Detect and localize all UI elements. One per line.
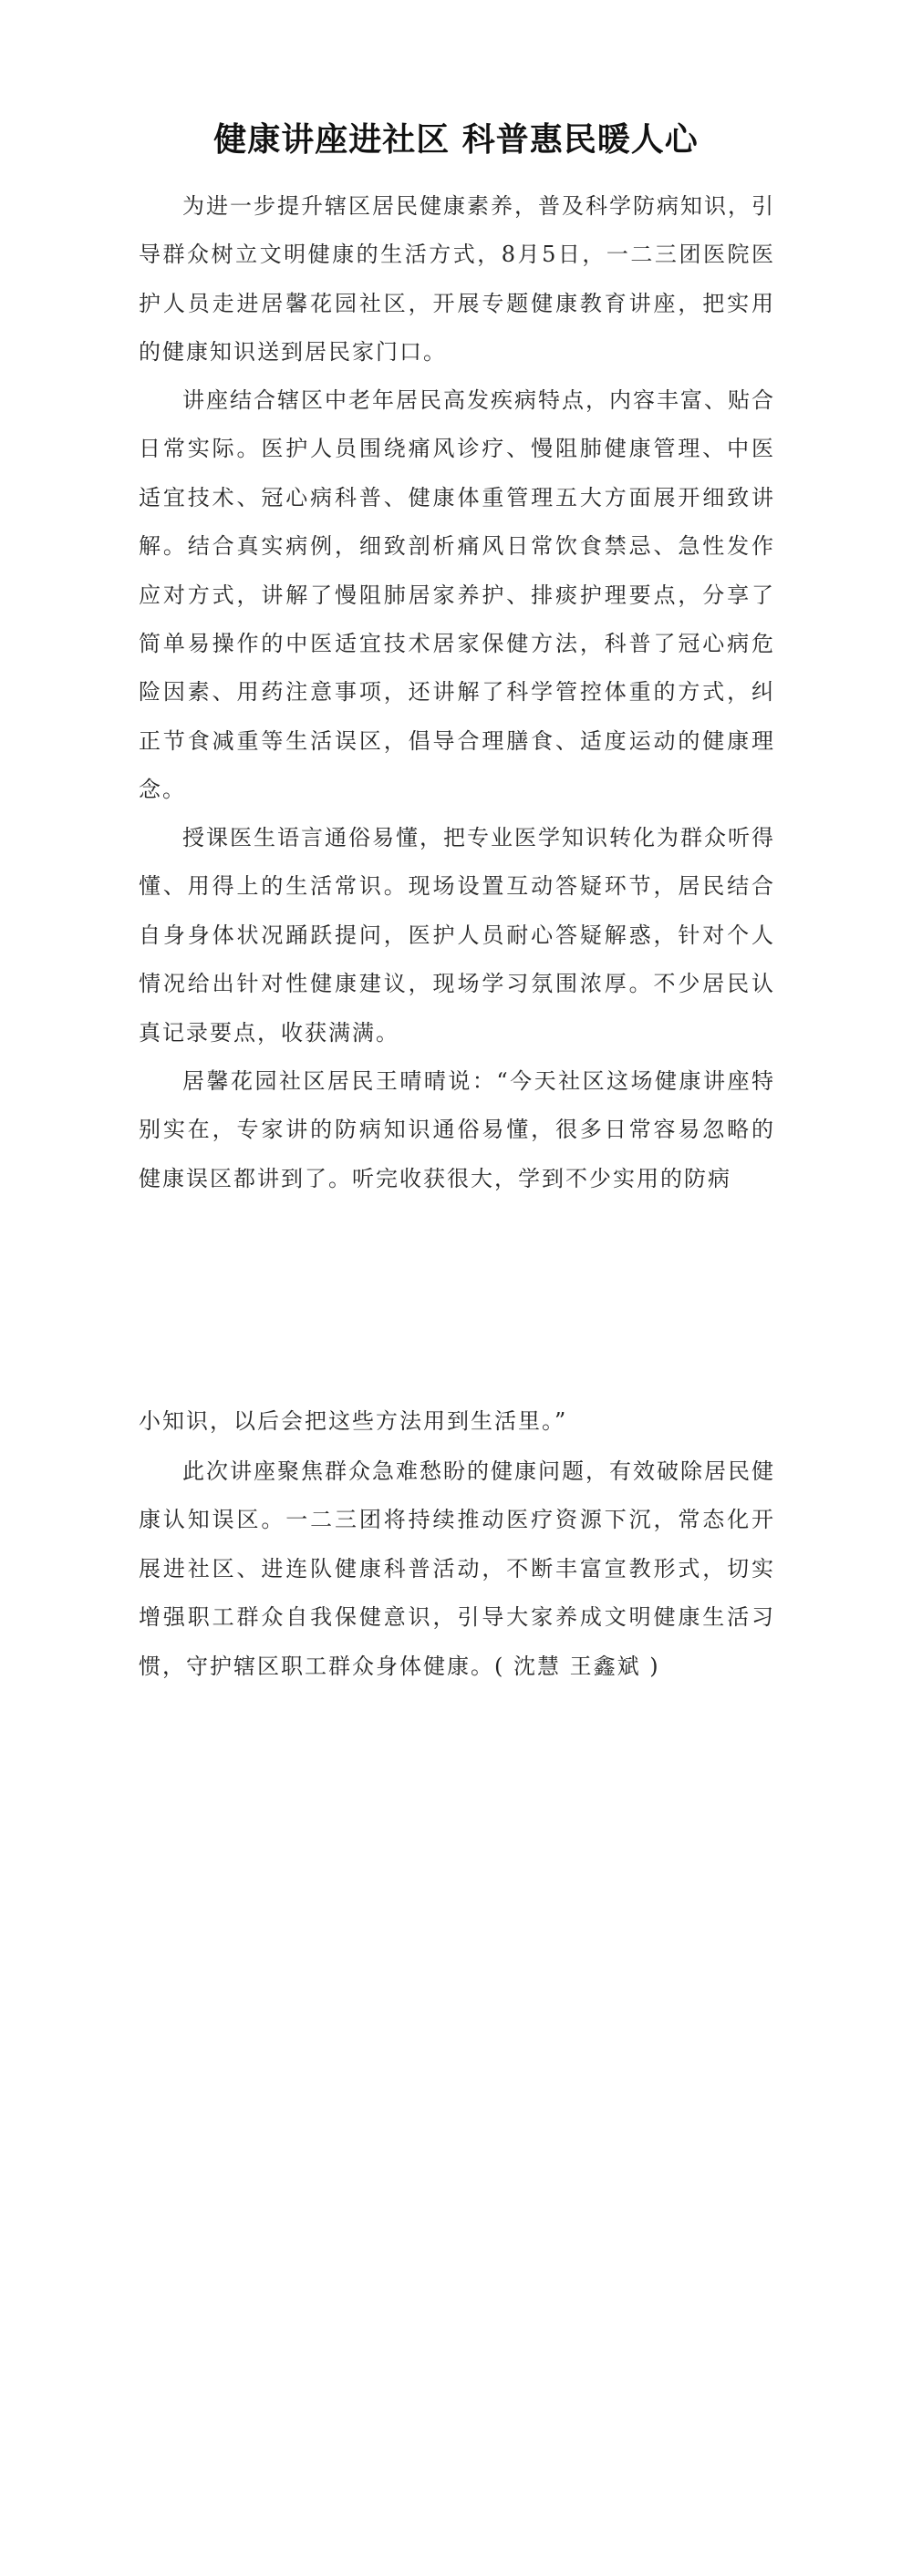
article-paragraph-quote-continued: 小知识，以后会把这些方法用到生活里。” — [139, 1408, 568, 1434]
article-paragraph-interaction: 授课医生语言通俗易懂，把专业医学知识转化为群众听得懂、用得上的生活常识。现场设置互动答疑环节，居民结合自身身体状况踊跃提问，医护人员耐心答疑解惑，针对个人情况给出针对性健康建议，现场学习氛围浓厚。不少居民认真记录要点，收获满满。 — [139, 825, 775, 1046]
article-paragraph-lecture-content: 讲座结合辖区中老年居民高发疾病特点，内容丰富、贴合日常实际。医护人员围绕痛风诊疗、慢阻肺健康管理、中医适宜技术、冠心病科普、健康体重管理五大方面展开细致讲解。结合真实病例，细致剖析痛风日常饮食禁忌、急性发作应对方式，讲解了慢阻肺居家养护、排痰护理要点，分享了简单易操作的中医适宜技术居家保健方法，科普了冠心病危险因素、用药注意事项，还讲解了科学管控体重的方式，纠正节食减重等生活误区，倡导合理膳食、适度运动的健康理念。 — [139, 387, 775, 803]
article-title: 健康讲座进社区 科普惠民暖人心 — [213, 120, 699, 159]
article-paragraph-intro: 为进一步提升辖区居民健康素养，普及科学防病知识，引导群众树立文明健康的生活方式，8月5日，一二三团医院医护人员走进居馨花园社区，开展专题健康教育讲座，把实用的健康知识送到居民家门口。 — [139, 193, 775, 366]
article-paragraph-conclusion: 此次讲座聚焦群众急难愁盼的健康问题，有效破除居民健康认知误区。一二三团将持续推动医疗资源下沉，常态化开展进社区、进连队健康科普活动，不断丰富宣教形式，切实增强职工群众自我保健意识，引导大家养成文明健康生活习惯，守护辖区职工群众身体健康。( 沈慧 王鑫斌 ) — [139, 1458, 775, 1679]
article-paragraph-resident-quote: 居馨花园社区居民王晴晴说：“今天社区这场健康讲座特别实在，专家讲的防病知识通俗易懂，很多日常容易忽略的健康误区都讲到了。听完收获很大，学到不少实用的防病 — [139, 1068, 775, 1191]
